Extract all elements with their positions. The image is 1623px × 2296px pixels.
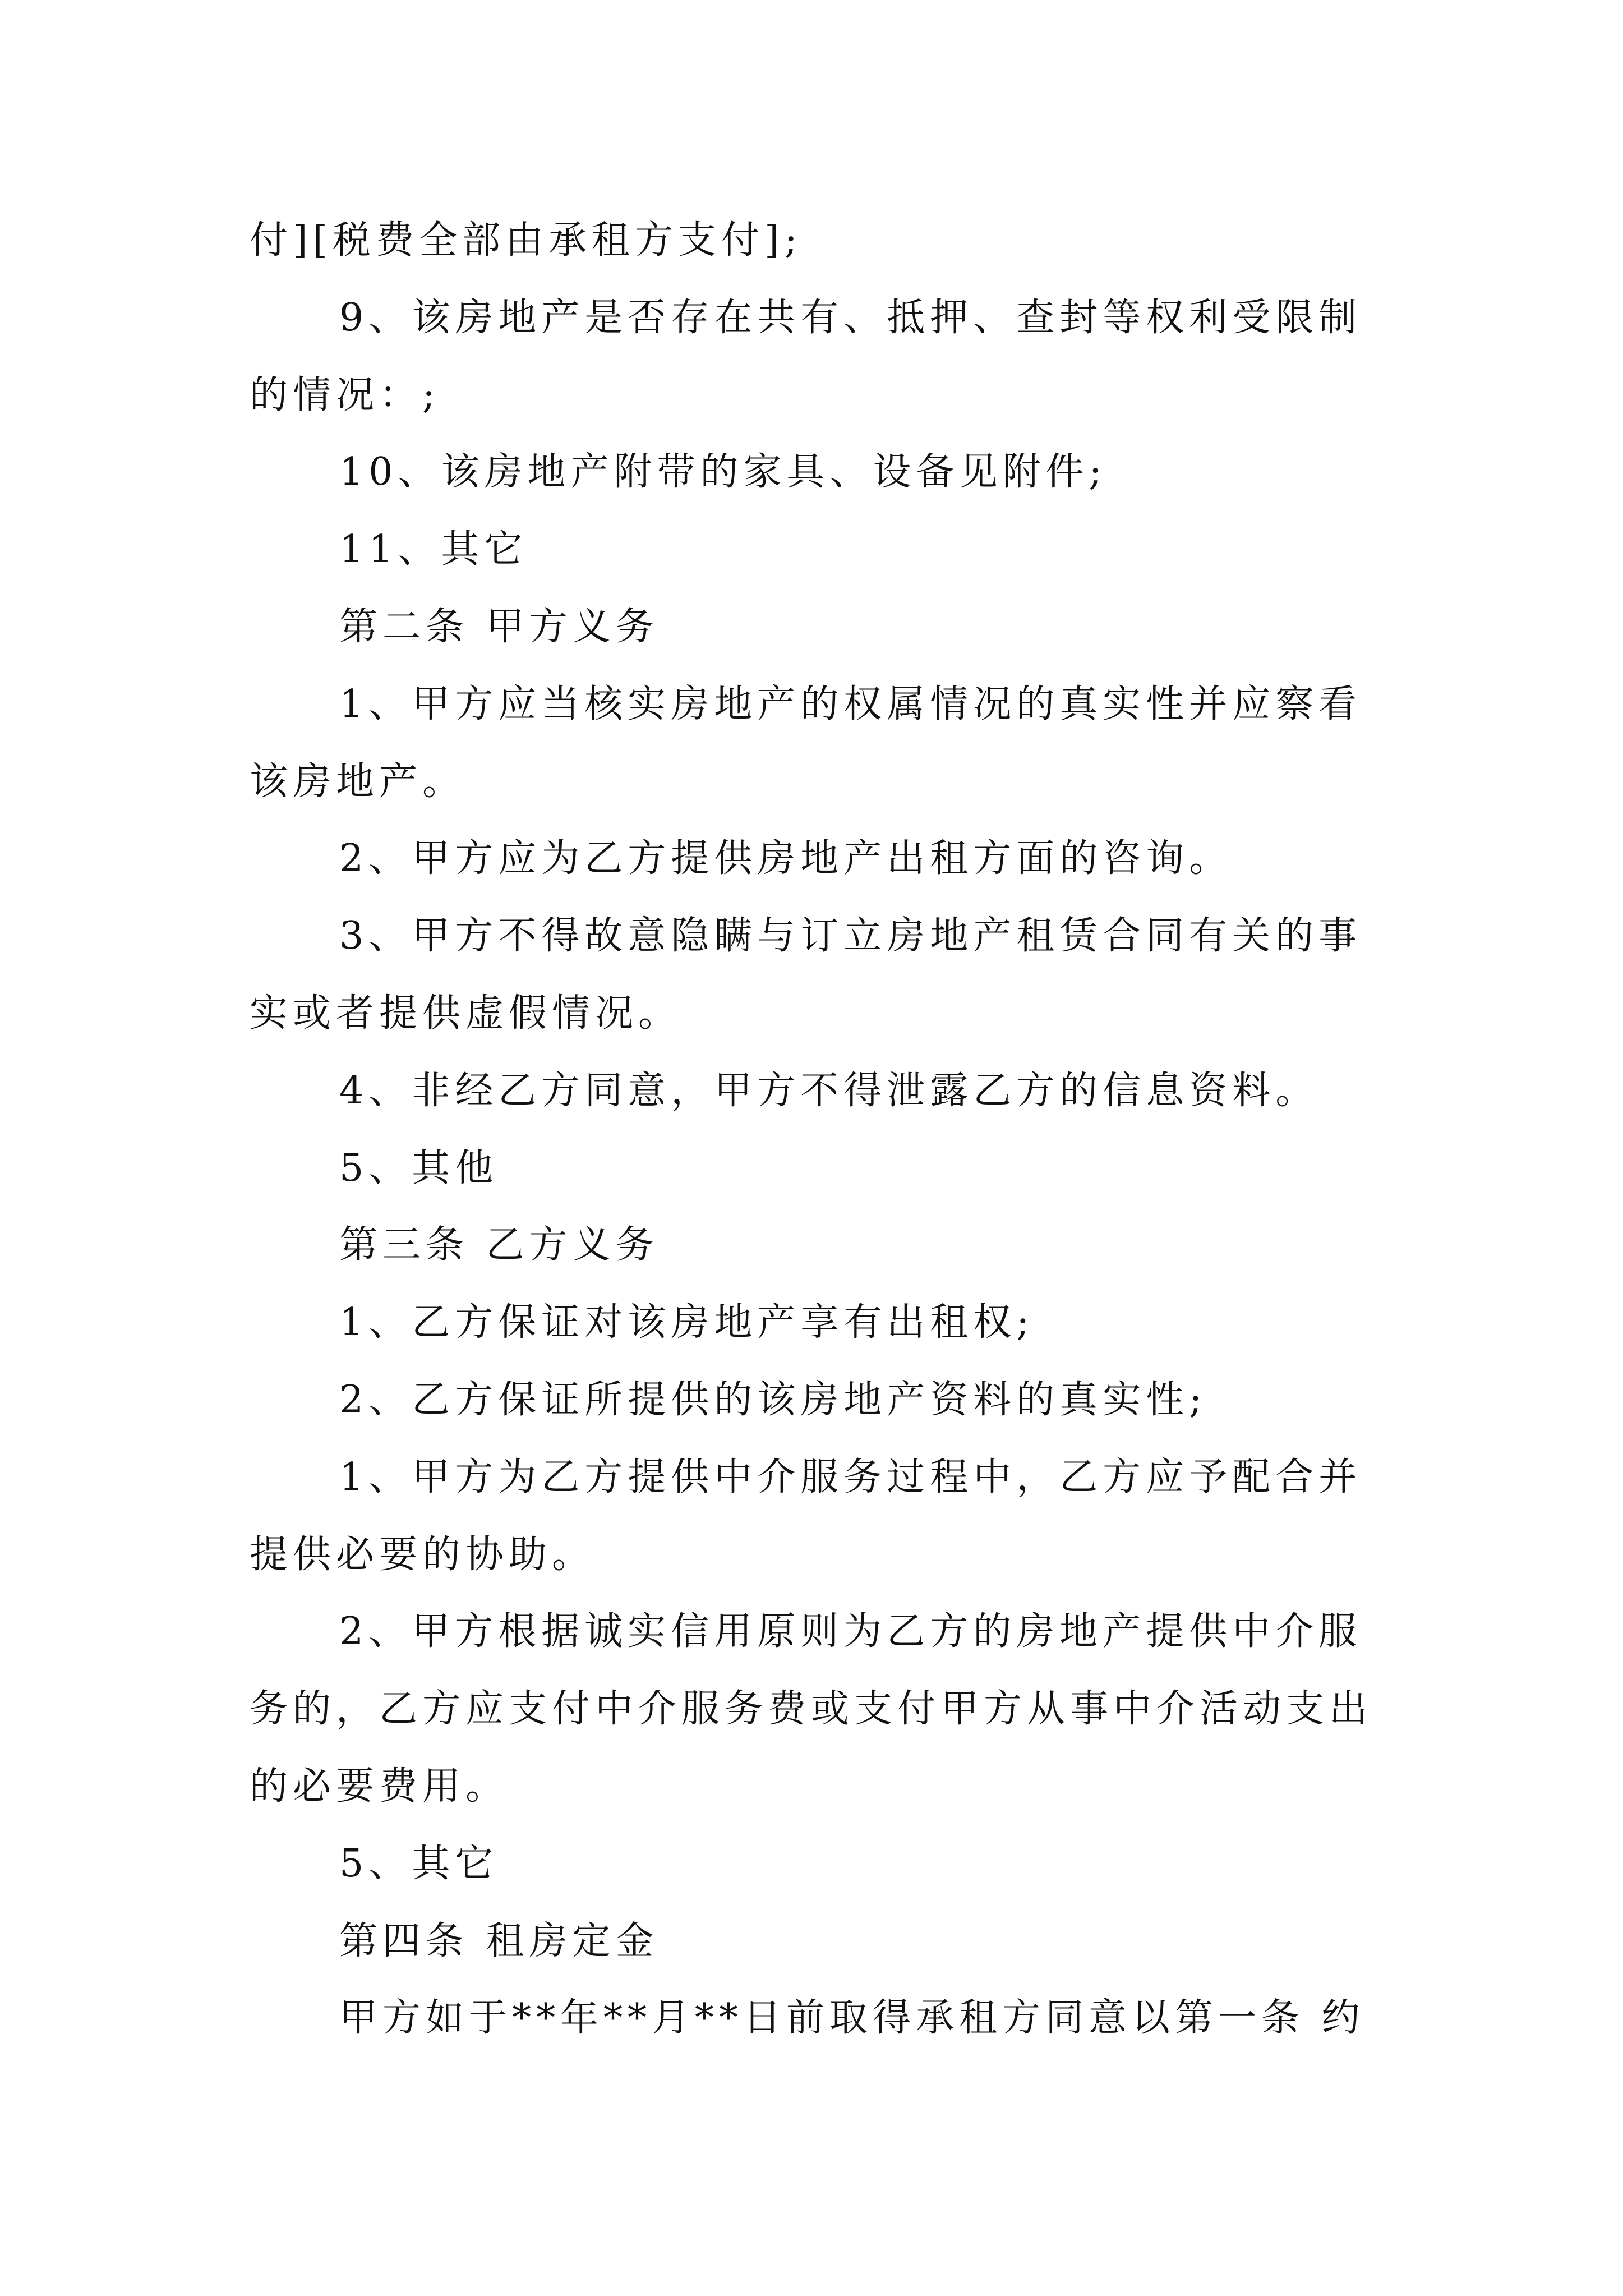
document-line: 5、其它 [339, 1841, 499, 1886]
document-line: 9、该房地产是否存在共有、抵押、查封等权利受限制 [339, 295, 1362, 340]
document-line: 第四条 租房定金 [339, 1918, 659, 1963]
document-line: 2、乙方保证所提供的该房地产资料的真实性; [339, 1377, 1207, 1422]
document-line: 的必要费用。 [250, 1764, 509, 1809]
document-line: 5、其他 [339, 1145, 499, 1190]
document-line: 第三条 乙方义务 [339, 1223, 659, 1268]
document-line: 4、非经乙方同意，甲方不得泄露乙方的信息资料。 [339, 1068, 1319, 1113]
document-line: 付][税费全部由承租方支付]; [250, 218, 803, 263]
document-line: 务的，乙方应支付中介服务费或支付甲方从事中介活动支出 [250, 1687, 1373, 1732]
document-body [250, 202, 1394, 2057]
document-line: 10、该房地产附带的家具、设备见附件; [339, 450, 1107, 495]
document-line: 11、其它 [339, 527, 528, 572]
document-line: 3、甲方不得故意隐瞒与订立房地产租赁合同有关的事 [339, 914, 1362, 959]
document-line: 1、甲方为乙方提供中介服务过程中，乙方应予配合并 [339, 1455, 1362, 1499]
document-line: 甲方如于**年**月**日前取得承租方同意以第一条 约 [339, 1996, 1365, 2041]
document-line: 2、甲方根据诚实信用原则为乙方的房地产提供中介服 [339, 1609, 1362, 1654]
document-line: 2、甲方应为乙方提供房地产出租方面的咨询。 [339, 836, 1233, 881]
document-line: 1、甲方应当核实房地产的权属情况的真实性并应察看 [339, 682, 1362, 726]
document-line: 1、乙方保证对该房地产享有出租权; [339, 1300, 1035, 1345]
document-line: 提供必要的协助。 [250, 1532, 596, 1577]
document-line: 第二条 甲方义务 [339, 604, 659, 649]
document-line: 实或者提供虚假情况。 [250, 991, 682, 1036]
document-line: 的情况：; [250, 372, 440, 417]
document-line: 该房地产。 [250, 759, 466, 804]
